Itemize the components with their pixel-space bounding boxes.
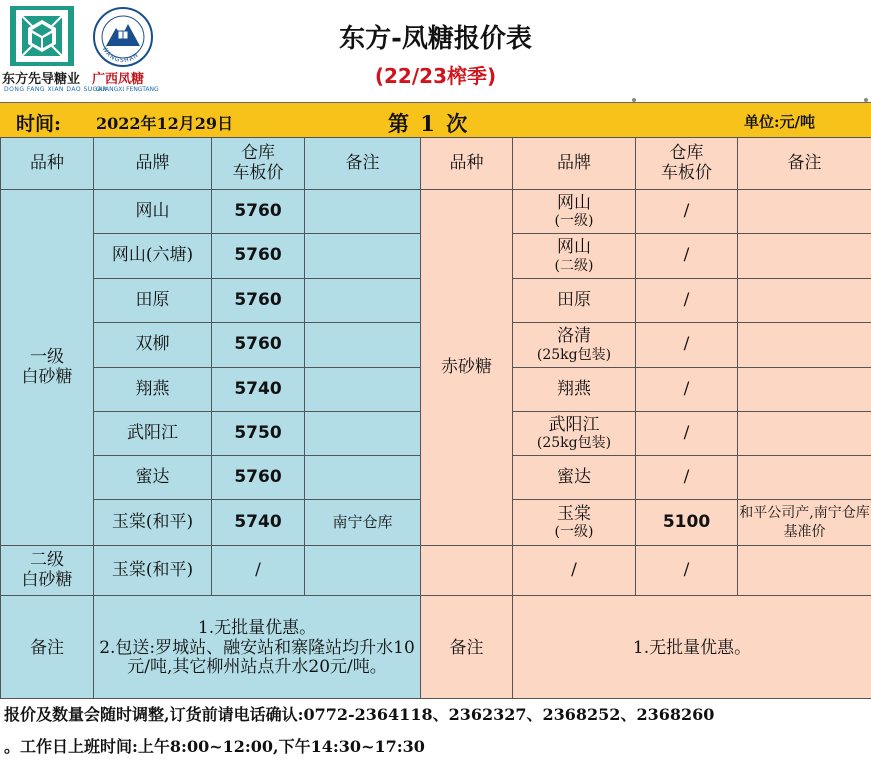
- header-variety: 品种: [1, 138, 94, 190]
- remark-cell: [305, 368, 421, 412]
- brand-cell: 蜜达: [513, 456, 636, 500]
- price-cell: /: [636, 279, 738, 323]
- brand-cell: 网山: [94, 190, 212, 234]
- price-cell: /: [636, 412, 738, 456]
- brand-cell: 田原: [94, 279, 212, 323]
- brand-cell: /: [513, 546, 636, 596]
- logo2-caption: 广西凤糖: [92, 68, 144, 87]
- remark-cell: [738, 412, 871, 456]
- price-cell: /: [636, 323, 738, 368]
- remark-cell: [305, 412, 421, 456]
- remark-cell: [738, 234, 871, 279]
- remark-cell: [738, 190, 871, 234]
- brand-cell: 武阳江 (25kg包装): [513, 412, 636, 456]
- header-brand: 品牌: [513, 138, 636, 190]
- remark-cell: 南宁仓库: [305, 500, 421, 546]
- price-cell: 5760: [212, 456, 305, 500]
- logo1-caption: 东方先导糖业: [2, 68, 80, 87]
- price-cell: /: [636, 546, 738, 596]
- remark-cell: [305, 546, 421, 596]
- info-bar: [0, 102, 871, 138]
- remark-cell: [305, 190, 421, 234]
- header-price: 仓库 车板价: [212, 138, 305, 190]
- price-table: [0, 137, 871, 702]
- remark-cell: [738, 323, 871, 368]
- price-cell: 5760: [212, 323, 305, 368]
- price-cell: 5100: [636, 500, 738, 546]
- remark-cell: [738, 368, 871, 412]
- quote-date: 2022年12月29日: [96, 111, 233, 134]
- brand-cell: 翔燕: [94, 368, 212, 412]
- brand-cell: 网山(六塘): [94, 234, 212, 279]
- header-remark: 备注: [305, 138, 421, 190]
- footer-hours-line: 。工作日上班时间:上午8:00~12:00,下午14:30~17:30: [0, 731, 871, 763]
- quote-round: 第 1 次: [388, 108, 469, 138]
- season-subtitle: (22/23榨季): [0, 60, 871, 89]
- logo1-subcaption: DONG FANG XIAN DAO SUGAR: [4, 86, 107, 93]
- header: [0, 0, 871, 100]
- price-cell: 5760: [212, 190, 305, 234]
- note-item: 2.包送:罗城站、融安站和寨隆站均升水10元/吨,其它柳州站点升水20元/吨。: [94, 639, 420, 678]
- time-label: 时间:: [16, 109, 61, 136]
- brand-cell: 武阳江: [94, 412, 212, 456]
- price-cell: /: [636, 190, 738, 234]
- remark-cell: [305, 323, 421, 368]
- notes-right-text: 1.无批量优惠。: [513, 596, 871, 702]
- header-brand: 品牌: [94, 138, 212, 190]
- note-item: 1.无批量优惠。: [94, 619, 420, 639]
- table-row: [1, 190, 871, 234]
- footer-contact-line: 报价及数量会随时调整,订货前请电话确认:0772-2364118、2362327、2368252、2368260: [0, 699, 871, 731]
- header-remark: 备注: [738, 138, 871, 190]
- notes-right-label: 备注: [421, 596, 513, 702]
- price-cell: /: [636, 456, 738, 500]
- brand-cell: 网山 (二级): [513, 234, 636, 279]
- brand-cell: 玉棠(和平): [94, 500, 212, 546]
- remark-cell: [305, 234, 421, 279]
- price-cell: 5740: [212, 500, 305, 546]
- brown-sugar-label: 赤砂糖: [421, 190, 513, 546]
- brand-cell: 网山 (一级): [513, 190, 636, 234]
- logo2-ring-text: WANGSHAN: [101, 46, 141, 64]
- page-title: 东方-凤糖报价表: [0, 18, 871, 55]
- notes-label: 备注: [1, 596, 94, 702]
- price-cell: /: [636, 368, 738, 412]
- brand-cell: 蜜达: [94, 456, 212, 500]
- remark-cell: [305, 456, 421, 500]
- remark-cell: [738, 546, 871, 596]
- footer: [0, 698, 871, 771]
- price-unit: 单位:元/吨: [744, 111, 815, 132]
- logo2-subcaption: GUANGXI FENGTANG: [96, 86, 159, 93]
- brand-cell: 洛清 (25kg包装): [513, 323, 636, 368]
- table-row: [1, 546, 871, 596]
- brand-cell: 玉棠 (一级): [513, 500, 636, 546]
- price-cell: 5750: [212, 412, 305, 456]
- remark-cell: [738, 279, 871, 323]
- remark-cell: 和平公司产,南宁仓库基准价: [738, 500, 871, 546]
- price-cell: /: [636, 234, 738, 279]
- notes-left-text: [94, 596, 421, 702]
- remark-cell: [305, 279, 421, 323]
- variety-cell: [421, 546, 513, 596]
- price-cell: 5740: [212, 368, 305, 412]
- grade2-white-sugar-label: 二级 白砂糖: [1, 546, 94, 596]
- header-variety: 品种: [421, 138, 513, 190]
- remark-cell: [738, 456, 871, 500]
- price-cell: 5760: [212, 234, 305, 279]
- price-cell: /: [212, 546, 305, 596]
- grade1-white-sugar-label: 一级 白砂糖: [1, 190, 94, 546]
- brand-cell: 田原: [513, 279, 636, 323]
- brand-cell: 双柳: [94, 323, 212, 368]
- notes-row: [1, 596, 871, 702]
- price-cell: 5760: [212, 279, 305, 323]
- brand-cell: 翔燕: [513, 368, 636, 412]
- table-header-row: [1, 138, 871, 190]
- header-price: 仓库 车板价: [636, 138, 738, 190]
- brand-cell: 玉棠(和平): [94, 546, 212, 596]
